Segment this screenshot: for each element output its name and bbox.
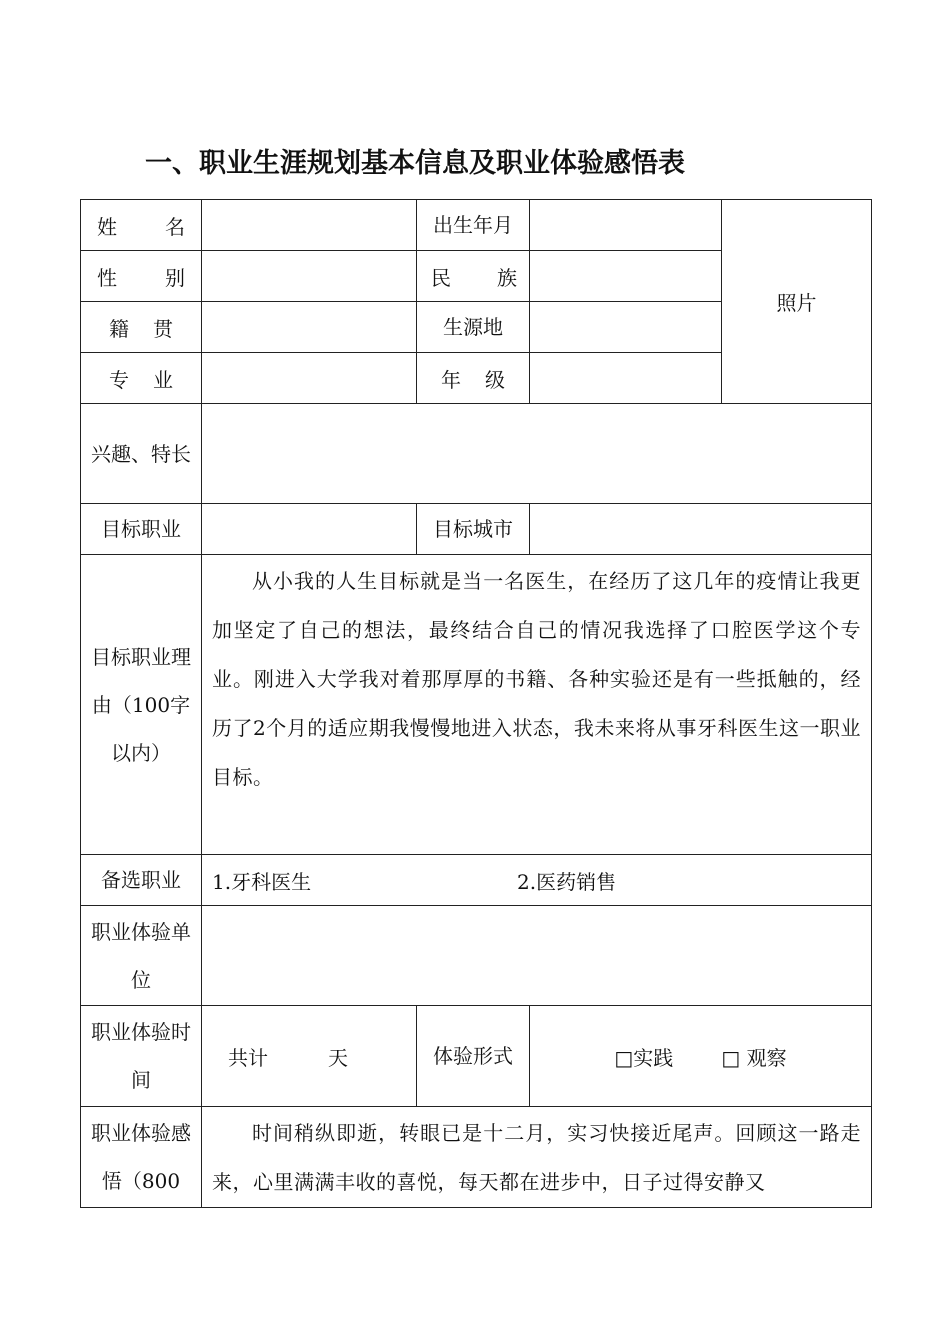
reason-text-cell[interactable]: 从小我的人生目标就是当一名医生，在经历了这几年的疫情让我更加坚定了自己的想法，最终结合自己的情况我选择了口腔医学这个专业。刚进入大学我对着那厚厚的书籍、各种实验还是有一些抵触的，经历了2个月的适应期我慢慢地进入状态，我未来将从事牙科医生这一职业目标。: [202, 555, 872, 855]
time-total-label: 共计: [228, 1045, 268, 1070]
alt-job-2: 2.医药销售: [517, 869, 617, 894]
target-city-label-cell: 目标城市: [417, 504, 530, 555]
target-job-value-cell[interactable]: [202, 504, 417, 555]
gender-label-cell: 性 别: [81, 251, 202, 302]
time-label-cell: 职业体验时间: [81, 1006, 202, 1107]
page-title: 一、职业生涯规划基本信息及职业体验感悟表: [145, 148, 685, 179]
alt-job-value-cell[interactable]: [202, 855, 872, 906]
time-days-label: 天: [328, 1045, 348, 1070]
alt-job-label-cell: 备选职业: [81, 855, 202, 906]
major-label-cell: 专 业: [81, 353, 202, 404]
unit-label-cell: 职业体验单位: [81, 906, 202, 1006]
grade-value-cell[interactable]: [530, 353, 722, 404]
origin-label-cell: 生源地: [417, 302, 530, 353]
target-city-value-cell[interactable]: [530, 504, 872, 555]
origin-value-cell[interactable]: [530, 302, 722, 353]
form-options-cell: [530, 1006, 872, 1107]
gender-value-cell[interactable]: [202, 251, 417, 302]
insight-label-cell: 职业体验感悟（800: [81, 1107, 202, 1208]
hobby-label-cell: 兴趣、特长: [81, 404, 202, 504]
birth-value-cell[interactable]: [530, 200, 722, 251]
native-value-cell[interactable]: [202, 302, 417, 353]
native-label-cell: 籍 贯: [81, 302, 202, 353]
name-label-cell: 姓 名: [81, 200, 202, 251]
info-table: [80, 199, 872, 1208]
ethnicity-label-cell: 民 族: [417, 251, 530, 302]
insight-text-cell[interactable]: 时间稍纵即逝，转眼已是十二月，实习快接近尾声。回顾这一路走来，心里满满丰收的喜悦，每天都在进步中，日子过得安静又: [202, 1107, 872, 1208]
target-job-label-cell: 目标职业: [81, 504, 202, 555]
major-value-cell[interactable]: [202, 353, 417, 404]
observe-checkbox[interactable]: □ 观察: [721, 1045, 787, 1070]
photo-cell[interactable]: 照片: [722, 200, 872, 404]
birth-label-cell: 出生年月: [417, 200, 530, 251]
time-value-cell[interactable]: [202, 1006, 417, 1107]
alt-job-1: 1.牙科医生: [212, 869, 312, 894]
grade-label-cell: 年 级: [417, 353, 530, 404]
hobby-value-cell[interactable]: [202, 404, 872, 504]
form-label-cell: 体验形式: [417, 1006, 530, 1107]
practice-checkbox[interactable]: □实践: [614, 1045, 674, 1070]
unit-value-cell[interactable]: [202, 906, 872, 1006]
name-value-cell[interactable]: [202, 200, 417, 251]
reason-label-cell: 目标职业理由（100字以内）: [81, 555, 202, 855]
ethnicity-value-cell[interactable]: [530, 251, 722, 302]
